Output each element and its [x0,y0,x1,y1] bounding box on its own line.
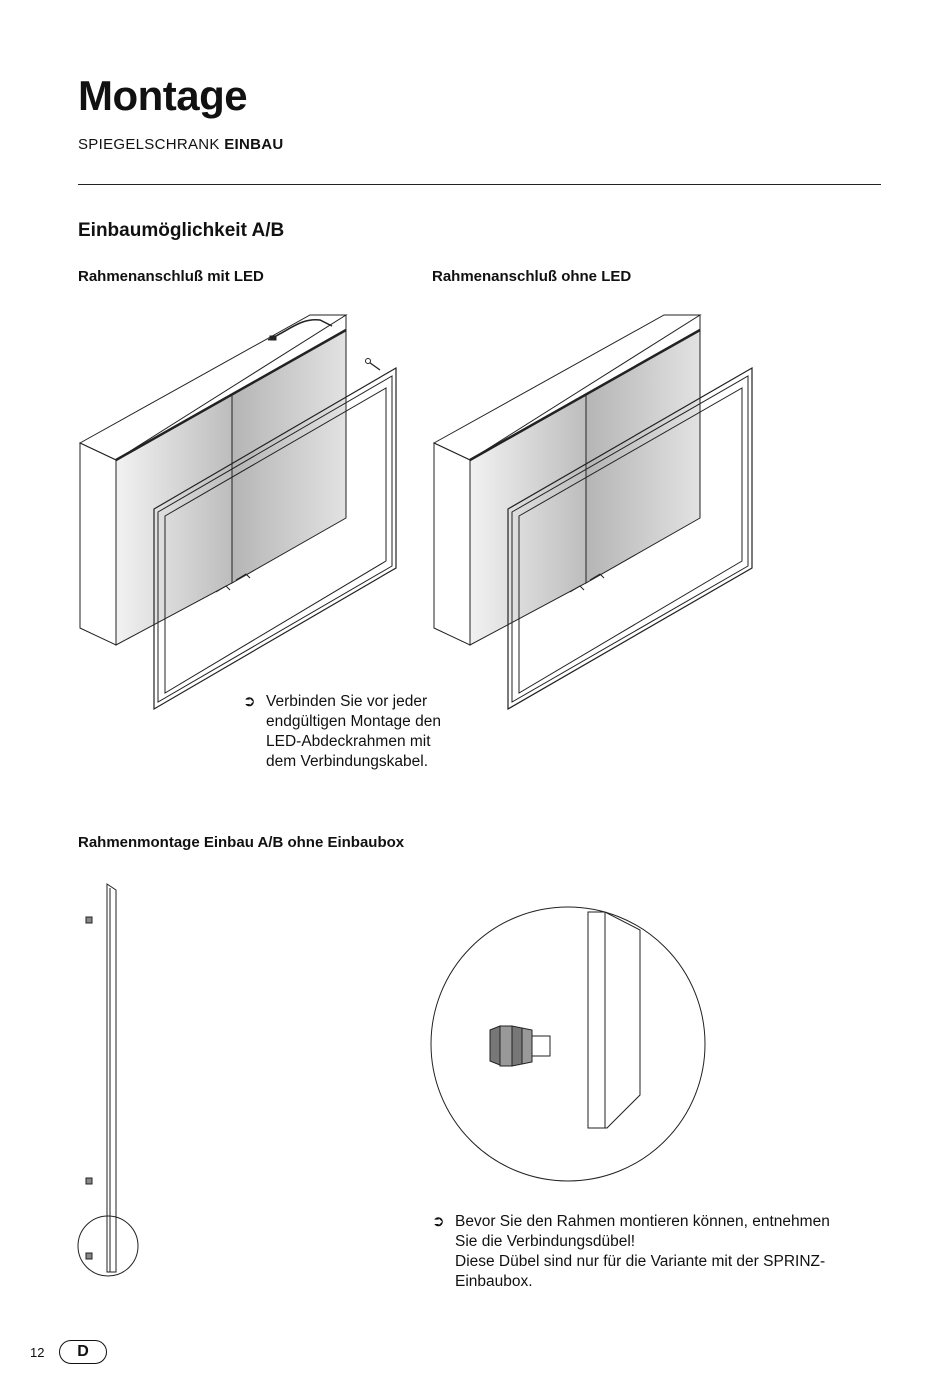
label-with-led: Rahmenanschluß mit LED [78,268,264,285]
note-line: Verbinden Sie vor jeder [266,693,428,710]
note-line: Bevor Sie den Rahmen montieren können, entnehmen [455,1213,830,1230]
note-line: Diese Dübel sind nur für die Variante mit der SPRINZ- [455,1253,826,1270]
note-line: LED-Abdeckrahmen mit [266,733,431,750]
language-badge: D [59,1340,107,1364]
note-line: endgültigen Montage den [266,713,441,730]
section-title: Einbaumöglichkeit A/B [78,220,285,241]
page-number: 12 [30,1345,45,1360]
arrow-right-icon: ➲ [243,693,256,710]
note-line: Sie die Verbindungsdübel! [455,1233,636,1250]
dowel-note [432,1212,882,1296]
page-title: Montage [78,72,248,119]
arrow-right-icon: ➲ [432,1213,445,1230]
section2-title: Rahmenmontage Einbau A/B ohne Einbaubox [78,834,405,851]
label-without-led: Rahmenanschluß ohne LED [432,268,632,285]
subtitle-prefix: SPIEGELSCHRANK [78,136,220,153]
note-line: Einbaubox. [455,1273,533,1290]
note-line: dem Verbindungskabel. [266,753,429,770]
subtitle-bold: EINBAU [224,136,284,153]
